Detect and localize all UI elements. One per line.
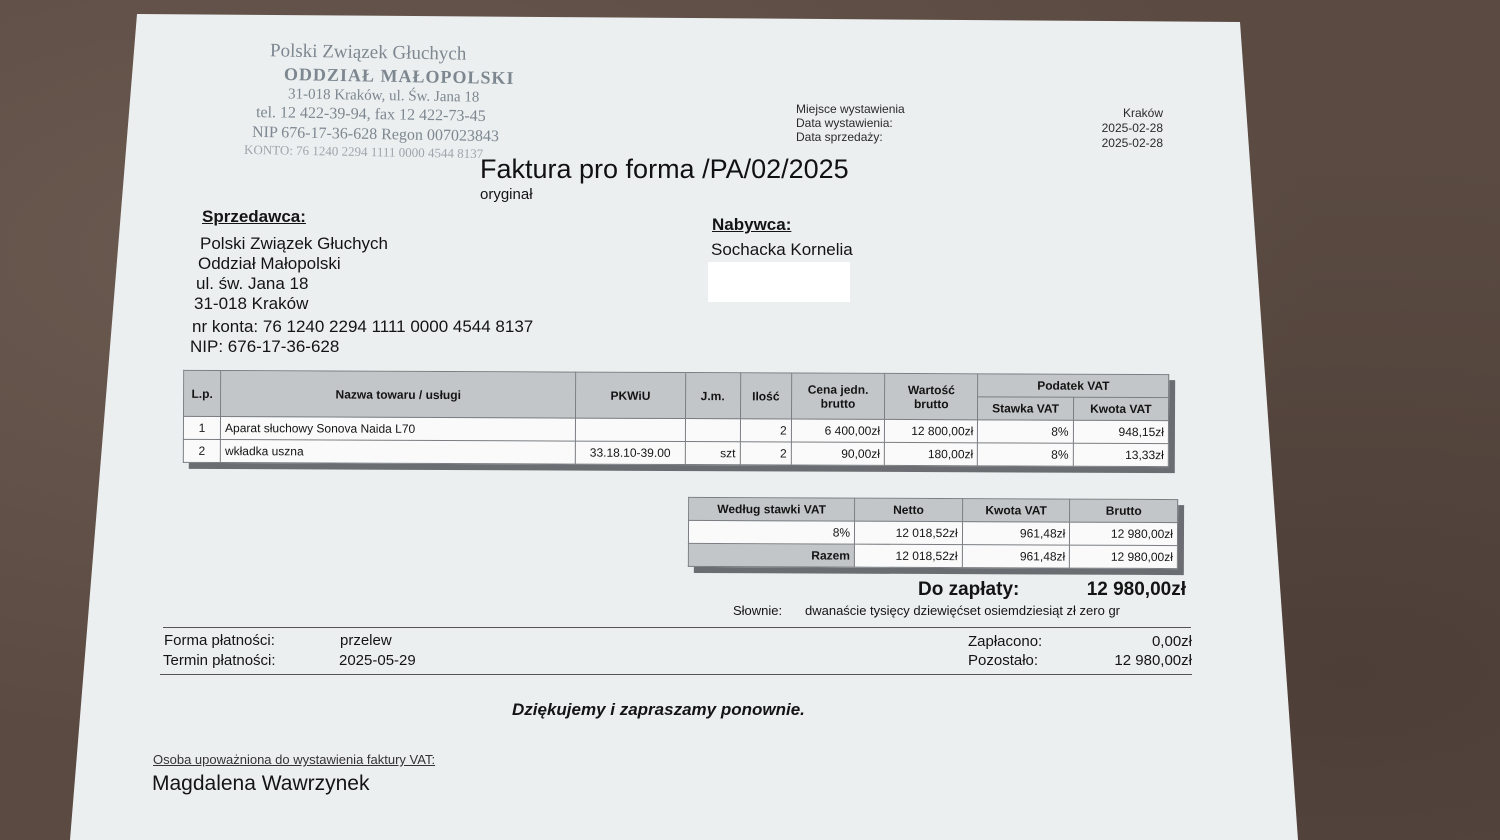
cell-vat-amount: 13,33zł	[1073, 443, 1168, 466]
cell-lp: 1	[183, 416, 220, 439]
cell-value: 12 800,00zł	[884, 419, 977, 442]
stamp-line: tel. 12 422-39-94, fax 12 422-73-45	[255, 103, 486, 126]
col-qty: Ilość	[740, 373, 791, 419]
buyer-heading: Nabywca:	[712, 215, 792, 234]
amount-in-words: dwanaście tysięcy dziewięćset osiemdziesiąt zł zero gr	[805, 603, 1121, 618]
cell-value: 180,00zł	[884, 442, 977, 465]
cell-gross: 12 980,00zł	[1070, 522, 1178, 545]
payment-term-label: Termin płatności:	[163, 652, 276, 669]
stamp-line: 31-018 Kraków, ul. Św. Jana 18	[287, 86, 480, 106]
remaining-value: 12 980,00zł	[1114, 652, 1192, 669]
redaction-box	[708, 262, 850, 302]
due-label: Do zapłaty:	[918, 579, 1020, 600]
col-pkwiu: PKWiU	[576, 372, 686, 418]
authorized-person-label: Osoba upoważniona do wystawienia faktury VAT:	[153, 752, 436, 767]
total-label: Razem	[688, 543, 854, 567]
stamp-line: KONTO: 76 1240 2294 1111 0000 4544 8137	[243, 141, 484, 162]
cell-price: 90,00zł	[791, 442, 884, 465]
stamp-line: NIP 676-17-36-628 Regon 007023843	[251, 123, 500, 146]
issue-date-label: Data wystawienia:	[796, 116, 893, 130]
payment-method-value: przelew	[340, 632, 392, 649]
place-label: Miejsce wystawienia	[796, 102, 905, 116]
payment-term-value: 2025-05-29	[339, 652, 416, 669]
col-vat-amount: Kwota VAT	[1073, 397, 1168, 420]
due-amount: 12 980,00zł	[1086, 579, 1186, 600]
col-rate: Według stawki VAT	[689, 497, 855, 521]
seller-account: nr konta: 76 1240 2294 1111 0000 4544 8137	[192, 317, 534, 336]
signer-name: Magdalena Wawrzynek	[152, 772, 370, 795]
remaining-label: Pozostało:	[968, 652, 1039, 669]
cell-lp: 2	[183, 439, 220, 462]
paid-value: 0,00zł	[1151, 633, 1192, 650]
cell-name: wkładka uszna	[220, 440, 575, 465]
payment-method-label: Forma płatności:	[164, 632, 275, 649]
col-vat-rate: Stawka VAT	[978, 397, 1073, 420]
divider-bottom	[160, 674, 1192, 675]
buyer-name: Sochacka Kornelia	[711, 240, 853, 259]
copy-label: oryginał	[480, 186, 533, 203]
stamp-line: Polski Związek Głuchych	[269, 40, 467, 65]
invoice-title: Faktura pro forma /PA/02/2025	[480, 154, 849, 184]
items-table	[183, 370, 1169, 467]
place-value: Kraków	[1122, 106, 1163, 120]
seller-name: Polski Związek Głuchych	[200, 234, 389, 253]
words-label: Słownie:	[733, 603, 783, 618]
cell-vat: 961,48zł	[962, 522, 1070, 545]
thanks-note: Dziękujemy i zapraszamy ponownie.	[512, 700, 805, 719]
col-unit: J.m.	[685, 373, 740, 419]
issue-date-value: 2025-02-28	[1101, 121, 1163, 135]
cell-gross: 12 980,00zł	[1070, 545, 1178, 568]
vat-summary-table	[688, 497, 1178, 569]
seller-branch: Oddział Małopolski	[198, 254, 341, 273]
sale-date-value: 2025-02-28	[1101, 136, 1163, 150]
col-name: Nazwa towaru / usługi	[221, 371, 576, 419]
cell-pkwiu	[576, 418, 685, 441]
col-gross: Brutto	[1070, 499, 1178, 522]
seller-heading: Sprzedawca:	[202, 207, 306, 226]
table-row	[688, 520, 1177, 545]
stamp-line: ODDZIAŁ MAŁOPOLSKI	[283, 63, 515, 89]
col-value: Wartość brutto	[885, 373, 978, 419]
col-vat: Kwota VAT	[962, 499, 1070, 522]
table-row-total	[688, 543, 1177, 568]
cell-net: 12 018,52zł	[855, 521, 963, 544]
seller-city: 31-018 Kraków	[194, 294, 309, 313]
col-net: Netto	[855, 498, 963, 521]
cell-pkwiu: 33.18.10-39.00	[575, 441, 684, 464]
paid-label: Zapłacono:	[968, 633, 1043, 650]
sale-date-label: Data sprzedaży:	[796, 130, 883, 144]
col-lp: L.p.	[184, 370, 221, 416]
cell-name: Aparat słuchowy Sonova Naida L70	[221, 417, 576, 442]
cell-unit: szt	[685, 442, 740, 465]
cell-unit	[685, 419, 740, 442]
cell-net: 12 018,52zł	[854, 544, 962, 567]
cell-rate: 8%	[688, 520, 854, 544]
table-row	[183, 439, 1168, 466]
cell-vat-amount: 948,15zł	[1073, 420, 1168, 443]
cell-vat-rate: 8%	[978, 443, 1073, 466]
cell-price: 6 400,00zł	[791, 419, 884, 442]
cell-vat-rate: 8%	[978, 420, 1073, 443]
col-vat-group: Podatek VAT	[978, 374, 1169, 398]
seller-street: ul. św. Jana 18	[196, 274, 309, 293]
seller-nip: NIP: 676-17-36-628	[190, 337, 340, 356]
cell-qty: 2	[740, 442, 791, 465]
cell-qty: 2	[740, 419, 791, 442]
cell-vat: 961,48zł	[962, 545, 1070, 568]
divider-top	[163, 627, 1191, 628]
col-price: Cena jedn. brutto	[791, 373, 884, 419]
